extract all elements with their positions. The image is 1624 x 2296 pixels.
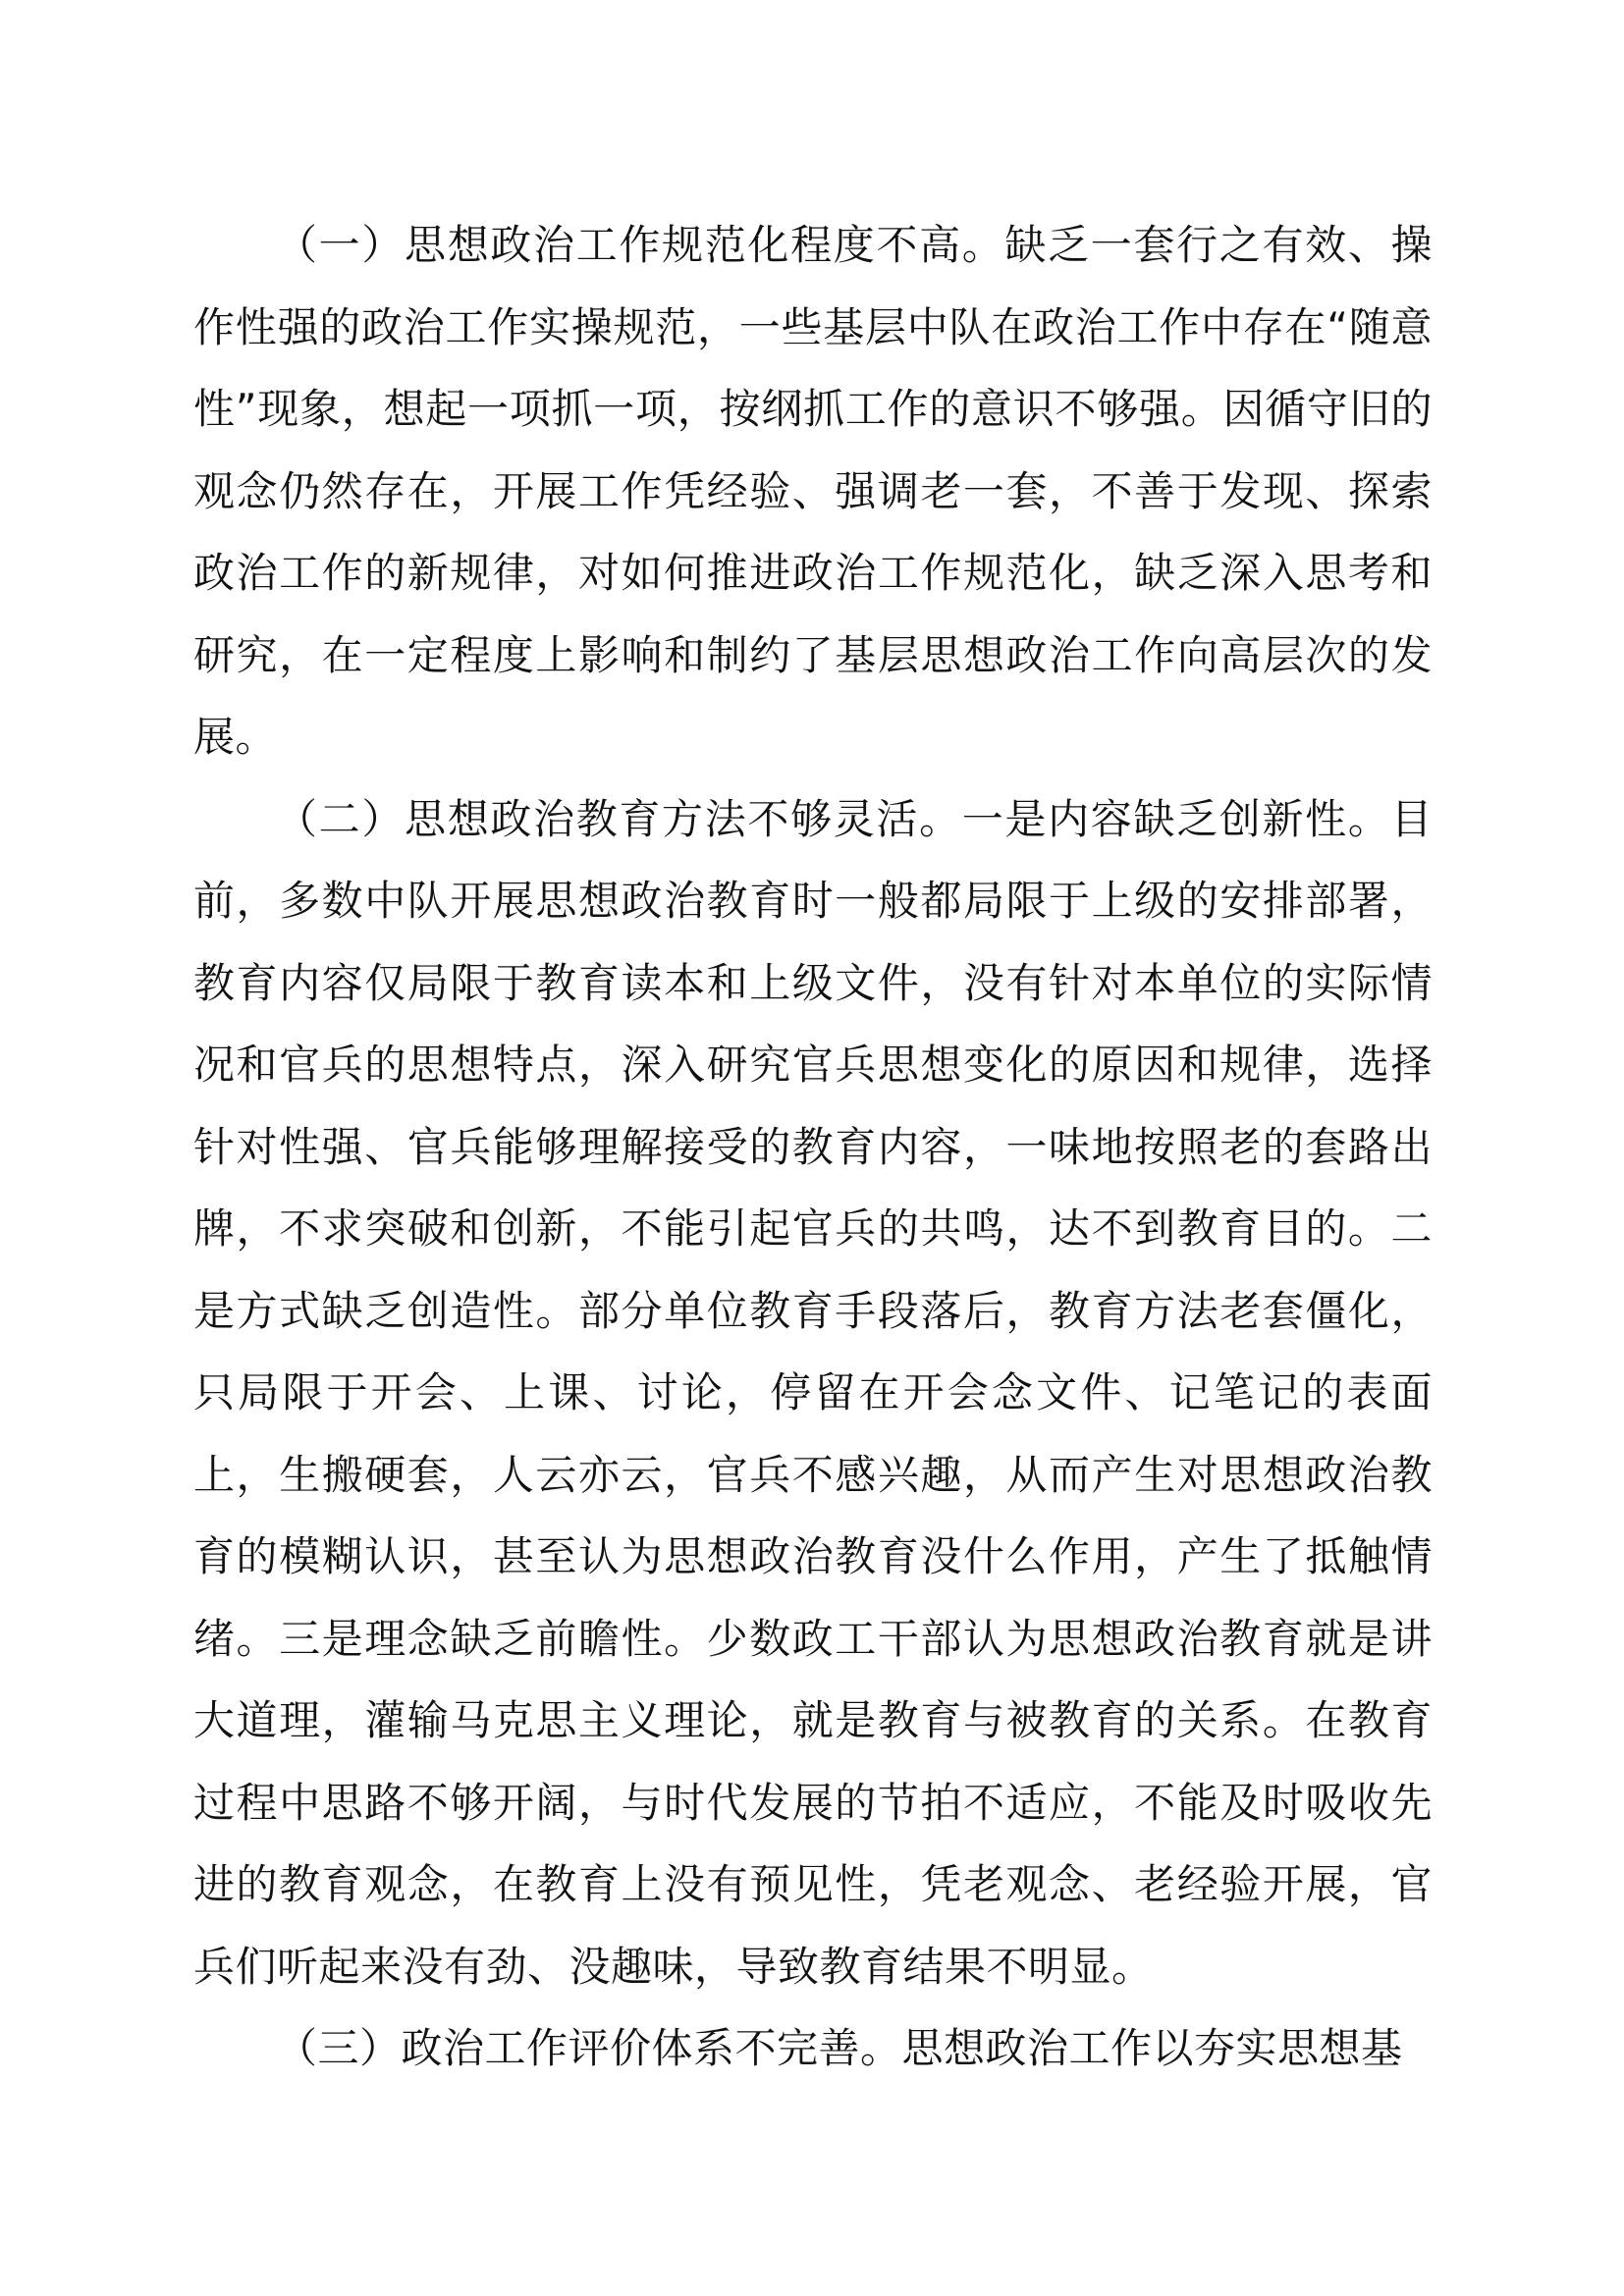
paragraph-1: （一）思想政治工作规范化程度不高。缺乏一套行之有效、操作性强的政治工作实操规范，一些基层中队在政治工作中存在“随意性”现象，想起一项抓一项，按纲抓工作的意识不够强。因循守旧的观念仍然存在，开展工作凭经验、强调老一套，不善于发现、探索政治工作的新规律，对如何推进政治工作规范化，缺乏深入思考和研究，在一定程度上影响和制约了基层思想政治工作向高层次的发展。 [193,221,1433,761]
paragraph-2: （二）思想政治教育方法不够灵活。一是内容缺乏创新性。目前，多数中队开展思想政治教育时一般都局限于上级的安排部署，教育内容仅局限于教育读本和上级文件，没有针对本单位的实际情况和官兵的思想特点，深入研究官兵思想变化的原因和规律，选择针对性强、官兵能够理解接受的教育内容，一味地按照老的套路出牌，不求突破和创新，不能引起官兵的共鸣，达不到教育目的。二是方式缺乏创造性。部分单位教育手段落后，教育方法老套僵化，只局限于开会、上课、讨论，停留在开会念文件、记笔记的表面上，生搬硬套，人云亦云，官兵不感兴趣，从而产生对思想政治教育的模糊认识，甚至认为思想政治教育没什么作用，产生了抵触情绪。三是理念缺乏前瞻性。少数政工干部认为思想政治教育就是讲大道理，灌输马克思主义理论，就是教育与被教育的关系。在教育过程中思路不够开阔，与时代发展的节拍不适应，不能及时吸收先进的教育观念，在教育上没有预见性，凭老观念、老经验开展，官兵们听起来没有劲、没趣味，导致教育结果不明显。 [193,794,1433,1991]
paragraph-3: （三）政治工作评价体系不完善。思想政治工作以夯实思想基 [276,2024,1403,2072]
document-body [193,204,1433,2090]
